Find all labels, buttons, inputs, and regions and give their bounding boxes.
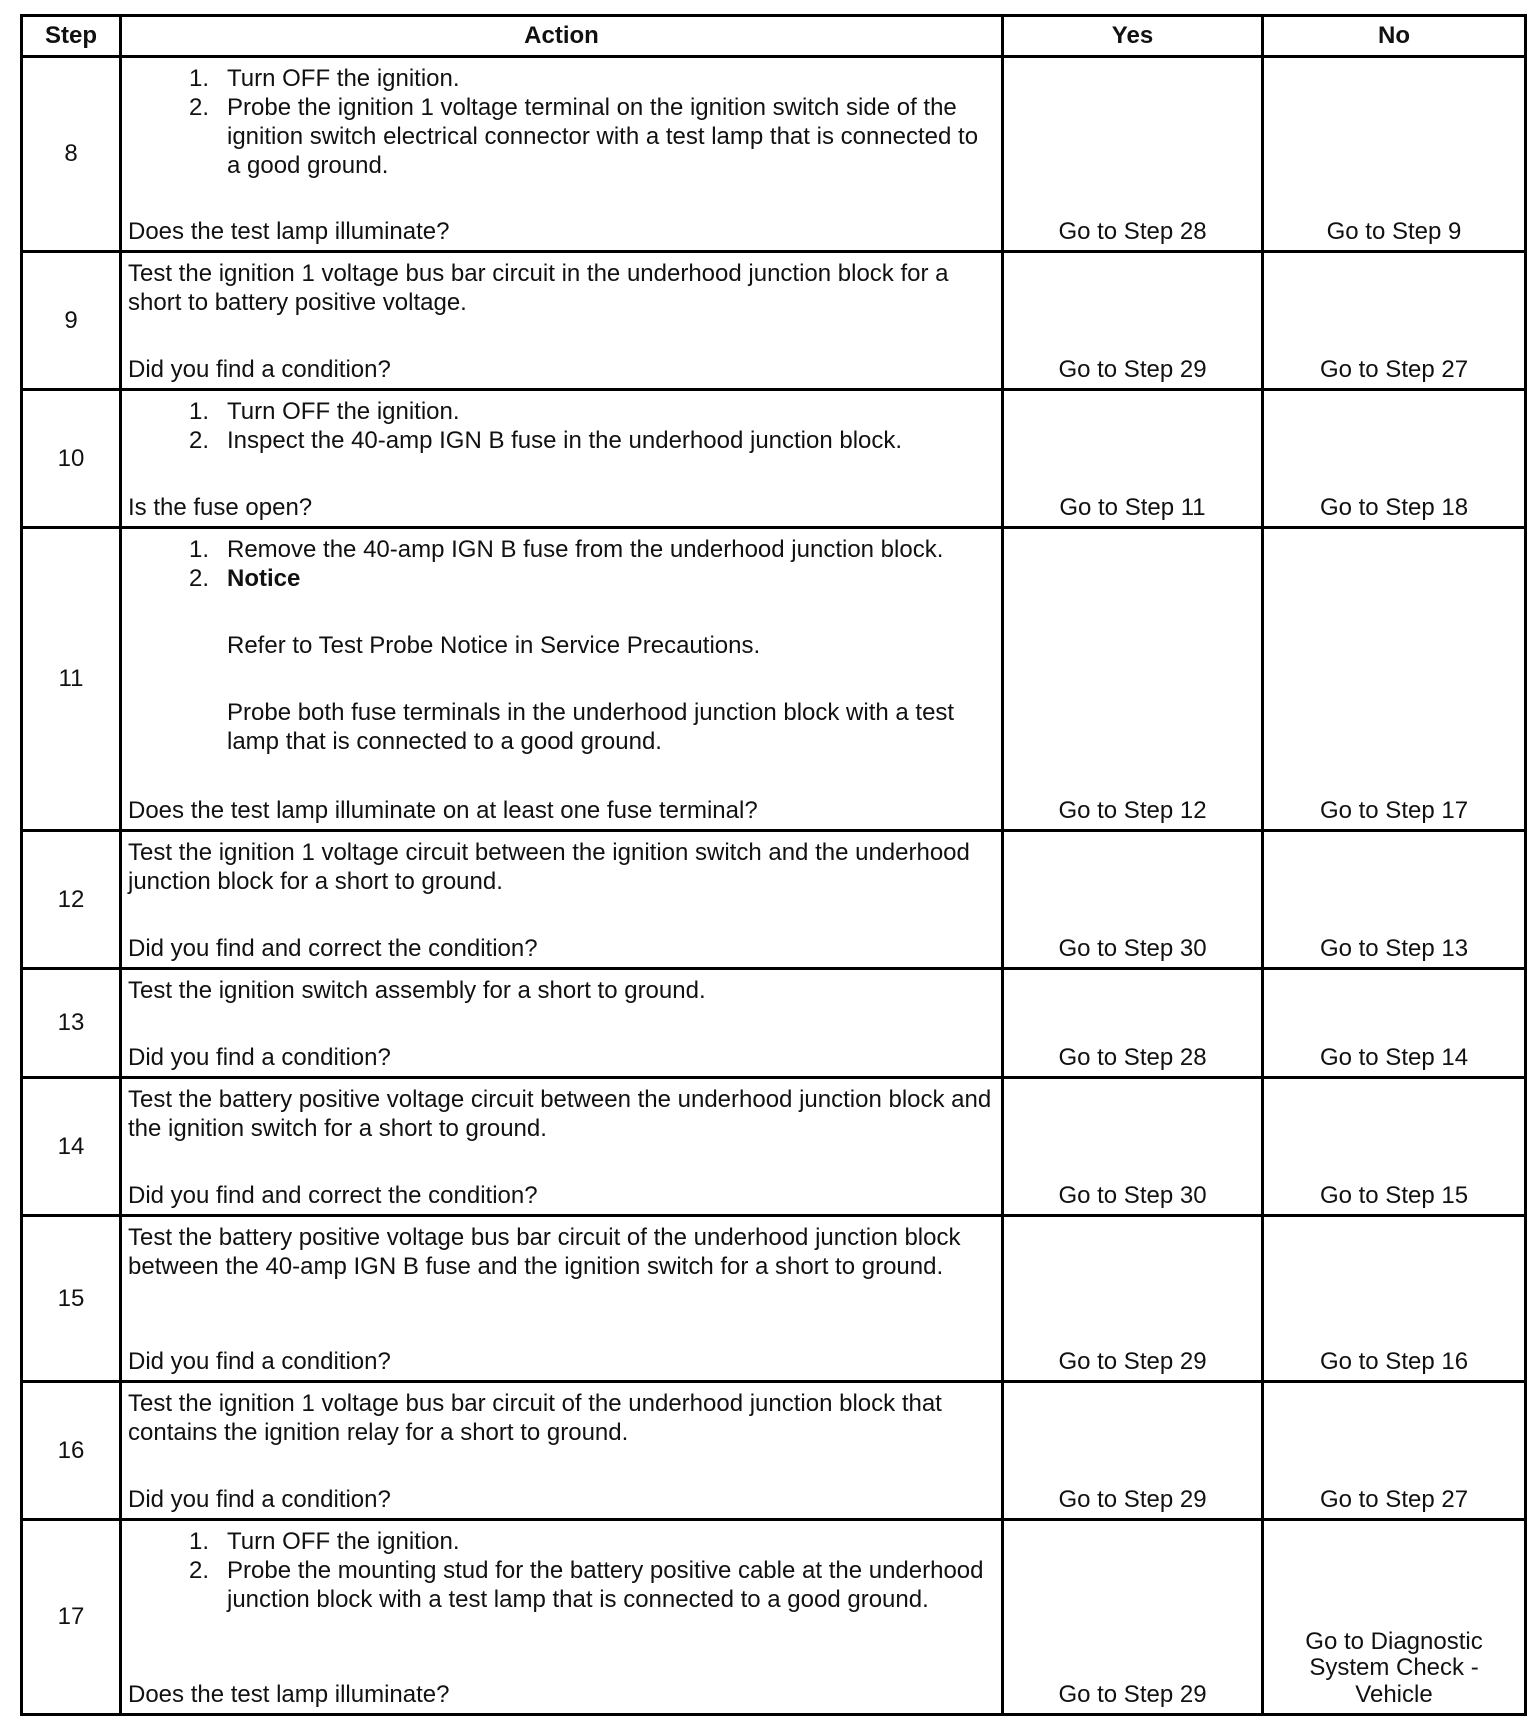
action-cell bbox=[121, 1078, 1003, 1216]
action-text: Probe both fuse terminals in the underhood junction block with a test lamp that is connected to a good ground. bbox=[227, 699, 955, 755]
step-number: 17 bbox=[22, 1520, 121, 1715]
action-list bbox=[128, 397, 995, 455]
yes-result: Go to Step 28 bbox=[1003, 57, 1263, 252]
action-text: Test the ignition switch assembly for a short to ground. bbox=[128, 977, 706, 1004]
no-result: Go to Step 9 bbox=[1263, 57, 1526, 252]
step-number: 14 bbox=[22, 1078, 121, 1216]
action-question: Did you find and correct the condition? bbox=[128, 935, 538, 962]
table-row bbox=[22, 1520, 1526, 1715]
action-cell bbox=[121, 831, 1003, 969]
list-item: 2. Notice Refer to Test Probe Notice in Service Precautions. Probe both fuse terminals in the underhood junction block with a test lamp that is connected to a good ground. bbox=[128, 564, 995, 756]
table-row bbox=[22, 252, 1526, 390]
no-result: Go to Step 27 bbox=[1263, 252, 1526, 390]
action-text: Test the ignition 1 voltage circuit between the ignition switch and the underhood junction block for a short to ground. bbox=[128, 839, 970, 895]
action-cell bbox=[121, 969, 1003, 1078]
yes-result: Go to Step 30 bbox=[1003, 1078, 1263, 1216]
action-question: Did you find a condition? bbox=[128, 1044, 391, 1071]
action-text: Test the ignition 1 voltage bus bar circuit in the underhood junction block for a short to battery positive voltage. bbox=[128, 260, 949, 316]
step-number: 9 bbox=[22, 252, 121, 390]
table-row bbox=[22, 1382, 1526, 1520]
action-cell bbox=[121, 1520, 1003, 1715]
header-yes: Yes bbox=[1003, 16, 1263, 57]
action-question: Did you find a condition? bbox=[128, 356, 391, 383]
header-no: No bbox=[1263, 16, 1526, 57]
table-row bbox=[22, 57, 1526, 252]
no-result: Go to Step 13 bbox=[1263, 831, 1526, 969]
yes-result: Go to Step 29 bbox=[1003, 1216, 1263, 1382]
action-text: Test the battery positive voltage circuit between the underhood junction block and the ignition switch for a short to ground. bbox=[128, 1086, 992, 1142]
no-result: Go to Diagnostic System Check - Vehicle bbox=[1263, 1520, 1526, 1715]
list-item: 2. Probe the ignition 1 voltage terminal on the ignition switch side of the ignition switch electrical connector with a test lamp that is connected to a good ground. bbox=[188, 94, 979, 179]
yes-result: Go to Step 30 bbox=[1003, 831, 1263, 969]
action-cell bbox=[121, 1382, 1003, 1520]
notice-heading: Notice bbox=[227, 565, 301, 592]
action-list bbox=[128, 1527, 995, 1614]
yes-result: Go to Step 29 bbox=[1003, 1520, 1263, 1715]
action-question: Does the test lamp illuminate? bbox=[128, 218, 450, 245]
action-list bbox=[128, 535, 995, 756]
step-number: 10 bbox=[22, 390, 121, 528]
yes-result: Go to Step 29 bbox=[1003, 1382, 1263, 1520]
list-item: 2. Inspect the 40-amp IGN B fuse in the underhood junction block. bbox=[188, 427, 903, 454]
no-result: Go to Step 14 bbox=[1263, 969, 1526, 1078]
action-text: Test the battery positive voltage bus bar circuit of the underhood junction block between the 40-amp IGN B fuse and the ignition switch for a short to ground. bbox=[128, 1224, 961, 1280]
table-row bbox=[22, 528, 1526, 831]
action-question: Did you find and correct the condition? bbox=[128, 1182, 538, 1209]
action-cell bbox=[121, 57, 1003, 252]
header-step: Step bbox=[22, 16, 121, 57]
step-number: 11 bbox=[22, 528, 121, 831]
list-item: 1. Turn OFF the ignition. bbox=[188, 398, 460, 425]
action-question: Did you find a condition? bbox=[128, 1348, 391, 1375]
table-row bbox=[22, 1216, 1526, 1382]
table-row bbox=[22, 1078, 1526, 1216]
step-number: 13 bbox=[22, 969, 121, 1078]
step-number: 8 bbox=[22, 57, 121, 252]
table-header-row bbox=[22, 16, 1526, 57]
list-item: 2. Probe the mounting stud for the battery positive cable at the underhood junction block with a test lamp that is connected to a good ground. bbox=[188, 1557, 984, 1613]
action-question: Does the test lamp illuminate on at least one fuse terminal? bbox=[128, 797, 758, 824]
table-row bbox=[22, 390, 1526, 528]
yes-result: Go to Step 28 bbox=[1003, 969, 1263, 1078]
action-question: Does the test lamp illuminate? bbox=[128, 1681, 450, 1708]
header-action: Action bbox=[121, 16, 1003, 57]
action-cell bbox=[121, 528, 1003, 831]
list-item: 1. Turn OFF the ignition. bbox=[188, 65, 460, 92]
action-cell bbox=[121, 252, 1003, 390]
no-result: Go to Step 17 bbox=[1263, 528, 1526, 831]
table-row bbox=[22, 969, 1526, 1078]
diagnostic-table-container bbox=[20, 14, 1524, 1716]
step-number: 15 bbox=[22, 1216, 121, 1382]
step-number: 12 bbox=[22, 831, 121, 969]
action-question: Did you find a condition? bbox=[128, 1486, 391, 1513]
notice-text: Refer to Test Probe Notice in Service Precautions. bbox=[227, 632, 761, 659]
list-item: 1. Remove the 40-amp IGN B fuse from the underhood junction block. bbox=[188, 536, 944, 563]
action-cell bbox=[121, 390, 1003, 528]
yes-result: Go to Step 29 bbox=[1003, 252, 1263, 390]
yes-result: Go to Step 12 bbox=[1003, 528, 1263, 831]
table-row bbox=[22, 831, 1526, 969]
no-result: Go to Step 15 bbox=[1263, 1078, 1526, 1216]
action-list bbox=[128, 64, 995, 180]
list-item: 1. Turn OFF the ignition. bbox=[188, 1528, 460, 1555]
diagnostic-table bbox=[20, 14, 1527, 1716]
step-number: 16 bbox=[22, 1382, 121, 1520]
yes-result: Go to Step 11 bbox=[1003, 390, 1263, 528]
no-result: Go to Step 18 bbox=[1263, 390, 1526, 528]
no-result: Go to Step 16 bbox=[1263, 1216, 1526, 1382]
action-text: Test the ignition 1 voltage bus bar circuit of the underhood junction block that contains the ignition relay for a short to ground. bbox=[128, 1390, 942, 1446]
action-question: Is the fuse open? bbox=[128, 494, 313, 521]
action-cell bbox=[121, 1216, 1003, 1382]
no-result: Go to Step 27 bbox=[1263, 1382, 1526, 1520]
